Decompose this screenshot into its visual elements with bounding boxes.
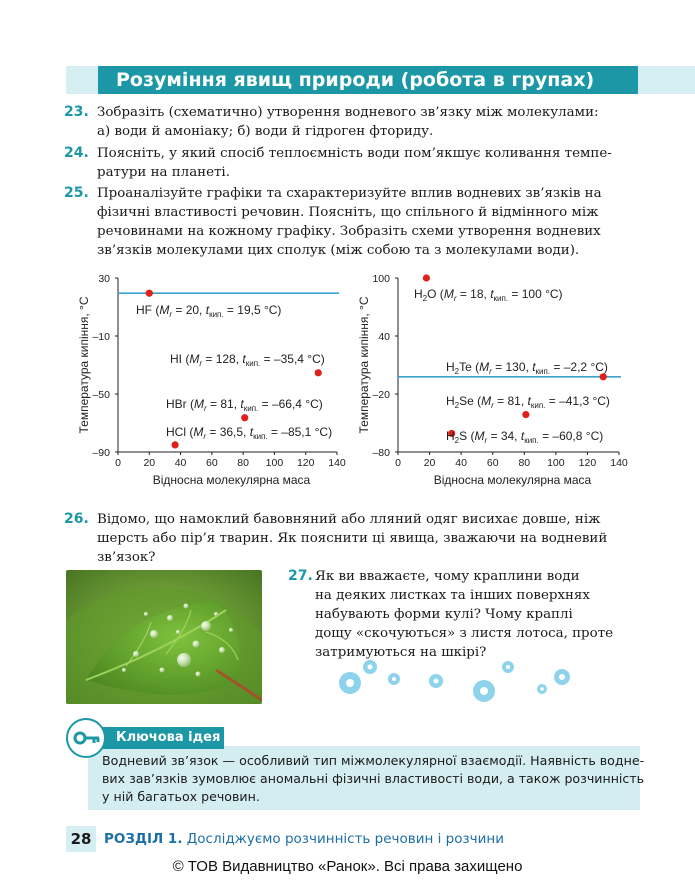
page-number: 28 <box>66 826 96 852</box>
question-line: дощу «скочуються» з листя лотоса, проте <box>315 626 614 641</box>
section-footer-bold: РОЗДІЛ 1. <box>104 831 183 847</box>
question-line: набувають форми кулі? Чому краплі <box>315 607 573 622</box>
x-tick-label: 140 <box>328 457 346 469</box>
data-point-hf <box>146 290 153 297</box>
x-axis-label: Відносна молекулярна маса <box>433 473 592 487</box>
data-label-h2se: $H_2Se$ ($M_r = 81$, $t_{кип.} = -41,3$ °С) <box>446 394 610 410</box>
boiling-point-chart-hydrogen-chalcogenides <box>352 268 637 490</box>
question-24 <box>64 144 644 182</box>
question-line: Відомо, що намоклий бавовняний або лляний одяг висихає довше, ніж <box>97 512 601 527</box>
question-line: Як ви вважаєте, чому краплини води <box>315 569 580 584</box>
x-tick-label: 40 <box>455 457 467 469</box>
boiling-point-chart-hydrogen-halides <box>72 268 352 490</box>
y-tick-label: –90 <box>92 447 110 459</box>
section-footer <box>104 826 504 852</box>
x-tick-label: 0 <box>395 457 401 469</box>
x-tick-label: 20 <box>423 457 436 469</box>
x-tick-label: 20 <box>143 457 156 469</box>
key-icon <box>66 718 106 758</box>
data-point-h2o <box>423 274 430 281</box>
question-line: зв’язків молекулами цих сполук (між собою та з молекулами води). <box>97 243 580 258</box>
data-label-hi: HI ($M_r = 128$, $t_{кип.} = -35,4$ °С) <box>170 352 325 368</box>
decorative-bubbles <box>326 655 576 705</box>
y-tick-label: –50 <box>92 389 110 401</box>
leaf-droplets-photo <box>66 570 262 704</box>
question-line: шерсть або пір’я тварин. Як пояснити ці явища, зважаючи на водневий <box>97 531 608 546</box>
x-tick-label: 80 <box>237 457 249 469</box>
question-line: ратури на планеті. <box>97 165 230 180</box>
y-tick-label: –80 <box>372 447 390 459</box>
question-line: фізичні властивості речовин. Поясніть, що спільного й відмінного між <box>97 205 599 220</box>
copyright: © ТОВ Видавництво «Ранок». Всі права захищено <box>172 858 523 875</box>
key-idea-line: у ній багатьох речовин. <box>102 789 260 804</box>
question-number: 26. <box>64 511 89 527</box>
y-tick-label: 30 <box>98 273 110 285</box>
question-number: 27. <box>288 568 313 584</box>
question-line: Проаналізуйте графіки та схарактеризуйте вплив водневих зв’язків на <box>97 186 602 201</box>
question-number: 24. <box>64 145 89 161</box>
key-idea-line: вих зав’язків зумовлює аномальні фізичні властивості води, а також розчинність <box>102 771 645 786</box>
y-axis-label: Температура кипіння, °С <box>357 296 371 434</box>
y-tick-label: –10 <box>92 331 110 343</box>
data-label-hf: HF ($M_r = 20$, $t_{кип.} = 19,5$ °С) <box>136 303 282 319</box>
data-point-h2te <box>600 373 607 380</box>
data-label-hbr: HBr ($M_r = 81$, $t_{кип.} = -66,4$ °С) <box>166 397 323 413</box>
y-tick-label: –20 <box>372 389 390 401</box>
section-title: Розуміння явищ природи (робота в групах) <box>98 66 638 94</box>
question-number: 23. <box>64 104 89 120</box>
data-label-hcl: HCl ($M_r = 36,5$, $t_{кип.} = -85,1$ °С) <box>166 425 333 441</box>
x-tick-label: 60 <box>206 457 218 469</box>
x-tick-label: 60 <box>486 457 499 469</box>
data-point-hbr <box>241 414 248 421</box>
question-line: а) води й амоніаку; б) води й гідроген фториду. <box>97 124 434 139</box>
x-tick-label: 100 <box>265 457 284 469</box>
question-26 <box>64 510 644 567</box>
x-tick-label: 120 <box>578 457 597 469</box>
data-label-h2te: $H_2Te$ ($M_r = 130$, $t_{кип.} = -2,2$ °С) <box>446 360 608 376</box>
data-point-h2se <box>522 411 529 418</box>
question-line: на деяких листках та інших поверхнях <box>315 588 590 603</box>
x-tick-label: 140 <box>610 457 628 469</box>
question-line: зв’язок? <box>97 550 156 565</box>
x-tick-label: 120 <box>296 457 315 469</box>
x-tick-label: 100 <box>547 457 565 469</box>
question-line: речовинами на кожному графіку. Зобразіть схеми утворення водневих <box>97 224 601 239</box>
y-tick-label: 100 <box>372 273 390 285</box>
question-27 <box>288 567 628 662</box>
question-line: затримуються на шкірі? <box>315 645 487 660</box>
question-line: Зобразіть (схематично) утворення водневого зв’язку між молекулами: <box>97 105 599 120</box>
question-23 <box>64 103 644 141</box>
data-point-hcl <box>171 441 178 448</box>
x-tick-label: 40 <box>174 457 187 469</box>
question-line: Поясніть, у який спосіб теплоємність води пом’якшує коливання темпе- <box>97 146 612 161</box>
section-footer-text: Досліджуємо розчинність речовин і розчини <box>182 831 505 847</box>
question-25 <box>64 184 644 260</box>
data-label-h2s: $H_2S$ ($M_r = 34$, $t_{кип.} = -60,8$ °С) <box>446 429 604 445</box>
data-point-hi <box>315 369 322 376</box>
x-tick-label: 80 <box>518 457 531 469</box>
question-number: 25. <box>64 185 89 201</box>
x-tick-label: 0 <box>115 457 121 469</box>
x-axis-label: Відносна молекулярна маса <box>152 473 311 487</box>
y-tick-label: 40 <box>378 331 390 343</box>
y-axis-label: Температура кипіння, °С <box>77 296 91 434</box>
key-idea-line: Водневий зв’язок — особливий тип міжмолекулярної взаємодії. Наявність водне- <box>102 753 645 768</box>
key-idea-label: Ключова ідея <box>94 727 224 749</box>
data-label-h2o: $H_2O$ ($M_r = 18$, $t_{кип.} = 100$ °С) <box>414 287 563 303</box>
key-idea-text <box>102 752 645 806</box>
